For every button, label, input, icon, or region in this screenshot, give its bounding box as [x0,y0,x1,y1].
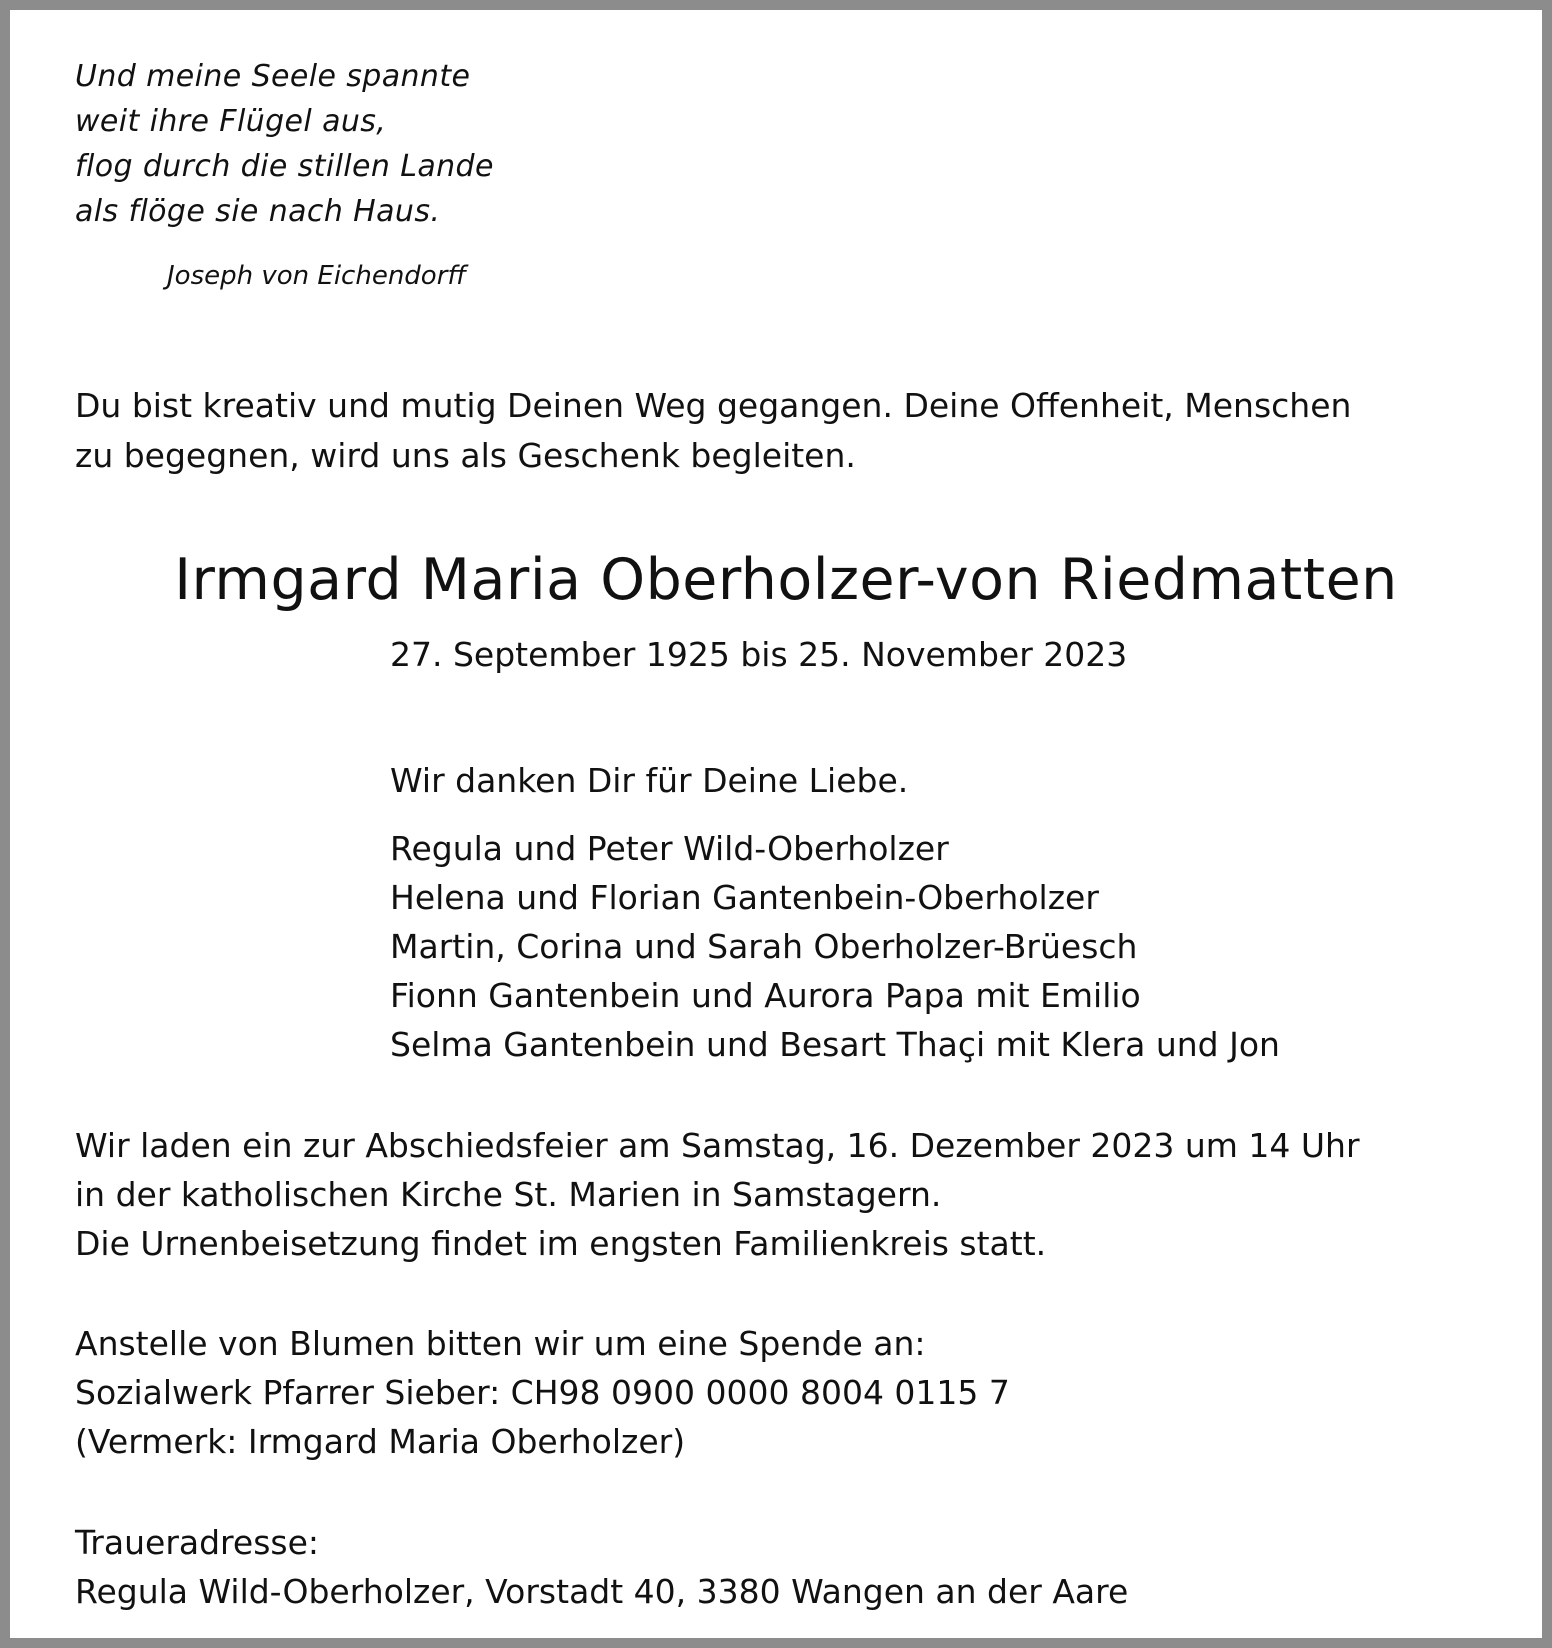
address-value: Regula Wild-Oberholzer, Vorstadt 40, 3380 Wangen an der Aare [75,1572,1129,1611]
mourner-line: Martin, Corina und Sarah Oberholzer-Brüesch [390,927,1138,966]
ceremony-line: in der katholischen Kirche St. Marien in Samstagern. [75,1175,942,1214]
life-dates: 27. September 1925 bis 25. November 2023 [390,635,1128,674]
donation-line: Anstelle von Blumen bitten wir um eine Spende an: [75,1324,926,1363]
ceremony-line: Wir laden ein zur Abschiedsfeier am Samstag, 16. Dezember 2023 um 14 Uhr [75,1126,1360,1165]
ceremony-line: Die Urnenbeisetzung findet im engsten Familienkreis statt. [75,1224,1047,1263]
deceased-name: Irmgard Maria Oberholzer-von Riedmatten [174,547,1398,613]
poem-line: als flöge sie nach Haus. [75,194,441,229]
donation-line: Sozialwerk Pfarrer Sieber: CH98 0900 0000 8004 0115 7 [75,1373,1010,1412]
donation-line: (Vermerk: Irmgard Maria Oberholzer) [75,1422,686,1461]
mourner-line: Regula und Peter Wild-Oberholzer [390,829,949,868]
mourner-line: Fionn Gantenbein und Aurora Papa mit Emilio [390,976,1141,1015]
poem-author: Joseph von Eichendorff [167,261,467,291]
poem-line: weit ihre Flügel aus, [75,104,387,139]
address-label: Traueradresse: [75,1523,320,1562]
poem-line: Und meine Seele spannte [75,59,471,94]
poem-line: flog durch die stillen Lande [75,149,494,184]
mourner-line: Helena und Florian Gantenbein-Oberholzer [390,878,1099,917]
tribute-line: zu begegnen, wird uns als Geschenk begleiten. [75,436,856,475]
thanks-line: Wir danken Dir für Deine Liebe. [390,761,909,800]
mourner-line: Selma Gantenbein und Besart Thaçi mit Klera und Jon [390,1025,1280,1064]
tribute-line: Du bist kreativ und mutig Deinen Weg gegangen. Deine Offenheit, Menschen [75,386,1352,425]
